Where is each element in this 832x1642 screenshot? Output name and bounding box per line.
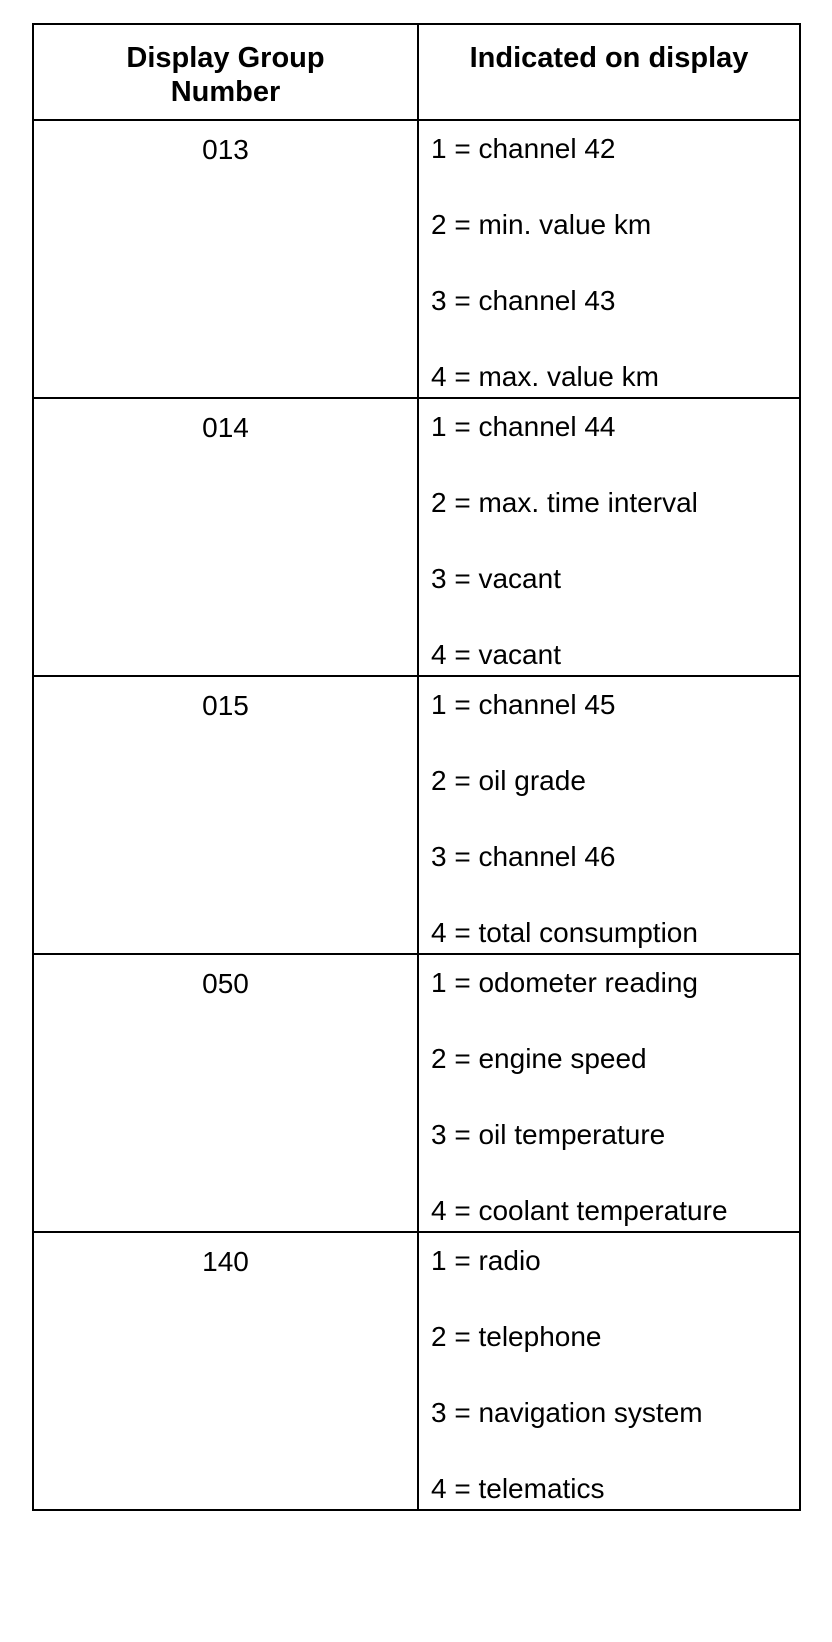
list-item: 1 = odometer reading: [431, 967, 698, 998]
list-item: 2 = max. time interval: [431, 487, 698, 518]
list-item: 2 = oil grade: [431, 765, 586, 796]
group-number-cell: 014: [33, 398, 418, 676]
list-item: 4 = total consumption: [431, 917, 698, 948]
list-item: 3 = channel 43: [431, 285, 616, 316]
header-col1-line2: Number: [170, 76, 281, 108]
list-item: 3 = vacant: [431, 563, 561, 594]
indicated-items-cell: [418, 954, 800, 1232]
header-indicated-on-display: [418, 24, 800, 120]
header-row: [33, 24, 800, 120]
list-item: 1 = radio: [431, 1245, 541, 1276]
table-row: [33, 398, 800, 676]
list-item: 4 = vacant: [431, 639, 561, 670]
group-number-cell: 015: [33, 676, 418, 954]
list-item: 2 = telephone: [431, 1321, 602, 1352]
indicated-items-cell: [418, 676, 800, 954]
list-item: 3 = channel 46: [431, 841, 616, 872]
indicated-items-cell: [418, 1232, 800, 1510]
group-number-cell: 140: [33, 1232, 418, 1510]
list-item: 3 = navigation system: [431, 1397, 703, 1428]
list-item: 2 = engine speed: [431, 1043, 647, 1074]
table-row: [33, 954, 800, 1232]
table-row: [33, 120, 800, 398]
list-item: 1 = channel 45: [431, 689, 616, 720]
group-number-cell: 050: [33, 954, 418, 1232]
header-display-group-number: [33, 24, 418, 120]
list-item: 2 = min. value km: [431, 209, 652, 240]
list-item: 4 = telematics: [431, 1473, 605, 1504]
header-col1-line1: Display Group: [126, 42, 325, 74]
list-item: 4 = max. value km: [431, 361, 659, 392]
list-item: 1 = channel 42: [431, 133, 616, 164]
indicated-items-cell: [418, 120, 800, 398]
indicated-items-cell: [418, 398, 800, 676]
table-row: [33, 676, 800, 954]
list-item: 4 = coolant temperature: [431, 1195, 728, 1226]
table-row: [33, 1232, 800, 1510]
header-col2: Indicated on display: [469, 42, 749, 74]
group-number-cell: 013: [33, 120, 418, 398]
list-item: 3 = oil temperature: [431, 1119, 666, 1150]
display-group-table: [32, 23, 801, 1511]
list-item: 1 = channel 44: [431, 411, 616, 442]
